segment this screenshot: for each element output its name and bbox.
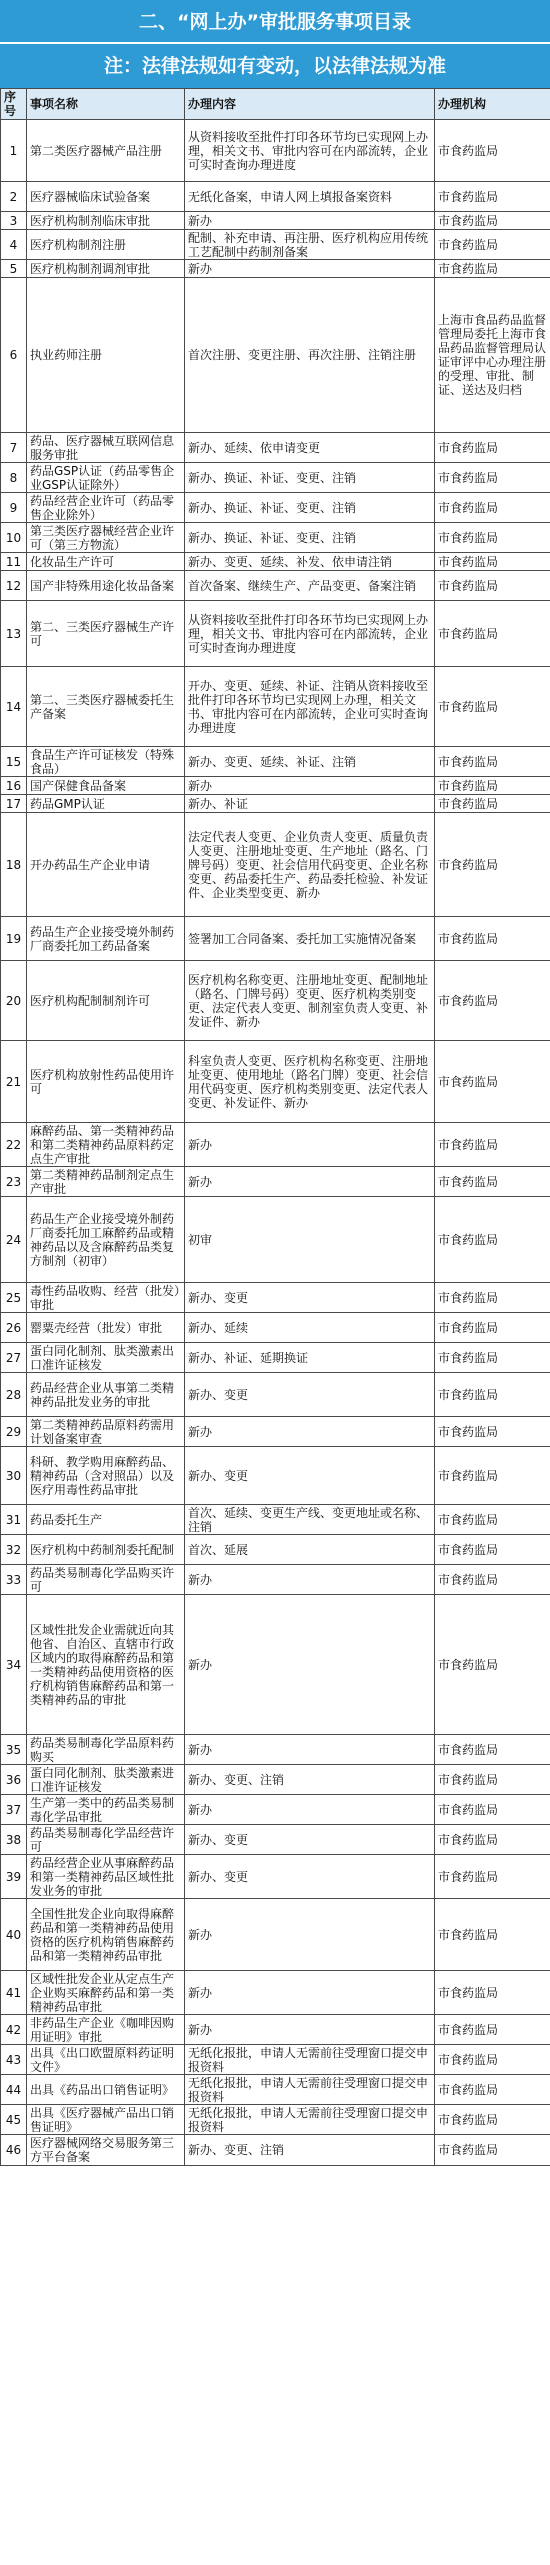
item-content: 法定代表人变更、企业负责人变更、质量负责人变更、注册地址变更、生产地址（路名、门牌号码）变更、社会信用代码变更、企业名称变更、药品委托生产、药品委托检验、补发证件、企业类型变更、新办 [185,813,435,917]
row-number: 36 [1,1765,27,1795]
item-name: 麻醉药品、第一类精神药品和第二类精神药品原料药定点生产审批 [27,1123,185,1167]
item-content: 新办 [185,777,435,795]
table-row [1,212,550,230]
row-number: 9 [1,493,27,523]
item-content: 从资料接收至批件打印各环节均已实现网上办理，相关文书、审批内容可在内部流转，企业可实时查询办理进度 [185,601,435,667]
table-row [1,1313,550,1343]
row-number: 35 [1,1735,27,1765]
table-row [1,523,550,553]
table-row [1,1535,550,1565]
item-content: 新办 [185,1899,435,1971]
item-content: 无纸化报批，申请人无需前往受理窗口提交申报资料 [185,2045,435,2075]
row-number: 1 [1,120,27,182]
row-number: 20 [1,961,27,1041]
item-agency: 市食药监局 [435,2045,550,2075]
item-content: 新办、变更 [185,1373,435,1417]
table-row [1,2045,550,2075]
table-row [1,278,550,433]
item-content: 新办、延续、依申请变更 [185,433,435,463]
item-content: 医疗机构名称变更、注册地址变更、配制地址（路名、门牌号码）变更、医疗机构类别变更、法定代表人变更、制剂室负责人变更、补发证件、新办 [185,961,435,1041]
row-number: 12 [1,571,27,601]
item-name: 全国性批发企业向取得麻醉药品和第一类精神药品使用资格的医疗机构销售麻醉药品和第一类精神药品审批 [27,1899,185,1971]
item-agency: 市食药监局 [435,1283,550,1313]
item-content: 新办 [185,1123,435,1167]
row-number: 10 [1,523,27,553]
item-name: 出具《医疗器械产品出口销售证明》 [27,2105,185,2135]
table-row [1,1855,550,1899]
item-name: 医疗机构制剂临床审批 [27,212,185,230]
item-name: 科研、教学购用麻醉药品、精神药品（含对照品）以及医疗用毒性药品审批 [27,1447,185,1505]
table-row [1,2075,550,2105]
table-row [1,1505,550,1535]
item-agency: 市食药监局 [435,777,550,795]
item-agency: 市食药监局 [435,523,550,553]
table-row [1,1795,550,1825]
item-content: 初审 [185,1197,435,1283]
row-number: 43 [1,2045,27,2075]
item-content: 新办、变更 [185,1855,435,1899]
table-row [1,553,550,571]
item-name: 毒性药品收购、经营（批发）审批 [27,1283,185,1313]
item-content: 配制、补充申请、再注册、医疗机构应用传统工艺配制中药制剂备案 [185,230,435,260]
item-content: 新办 [185,1167,435,1197]
item-content: 科室负责人变更、医疗机构名称变更、注册地址变更、使用地址（路名门牌）变更、社会信用代码变更、医疗机构类别变更、法定代表人变更、补发证件、新办 [185,1041,435,1123]
item-agency: 市食药监局 [435,2105,550,2135]
item-content: 无纸化备案，申请人网上填报备案资料 [185,182,435,212]
table-row [1,571,550,601]
item-agency: 市食药监局 [435,1123,550,1167]
item-name: 药品GMP认证 [27,795,185,813]
item-content: 新办 [185,1595,435,1735]
row-number: 27 [1,1343,27,1373]
item-content: 新办 [185,1795,435,1825]
item-content: 无纸化报批，申请人无需前往受理窗口提交申报资料 [185,2075,435,2105]
item-name: 出具《药品出口销售证明》 [27,2075,185,2105]
item-agency: 市食药监局 [435,2075,550,2105]
item-name: 药品委托生产 [27,1505,185,1535]
row-number: 25 [1,1283,27,1313]
item-content: 新办、换证、补证、变更、注销 [185,493,435,523]
item-name: 药品经营企业从事麻醉药品和第一类精神药品区域性批发业务的审批 [27,1855,185,1899]
table-row [1,1343,550,1373]
header-name: 事项名称 [27,89,185,120]
item-name: 区域性批发企业需就近向其他省、自治区、直辖市行政区域内的取得麻醉药品和第一类精神药品使用资格的医疗机构销售麻醉药品和第一类精神药品的审批 [27,1595,185,1735]
row-number: 39 [1,1855,27,1899]
item-agency: 市食药监局 [435,433,550,463]
item-name: 医疗机构制剂注册 [27,230,185,260]
table-row [1,1825,550,1855]
item-content: 首次、延展 [185,1535,435,1565]
item-agency: 市食药监局 [435,463,550,493]
item-content: 新办 [185,1971,435,2015]
row-number: 32 [1,1535,27,1565]
row-number: 29 [1,1417,27,1447]
item-agency: 市食药监局 [435,1373,550,1417]
row-number: 23 [1,1167,27,1197]
item-name: 药品类易制毒化学品经营许可 [27,1825,185,1855]
row-number: 37 [1,1795,27,1825]
item-agency: 市食药监局 [435,1417,550,1447]
item-name: 开办药品生产企业申请 [27,813,185,917]
table-row [1,1373,550,1417]
table-row [1,1765,550,1795]
item-content: 开办、变更、延续、补证、注销从资料接收至批件打印各环节均已实现网上办理，相关文书、审批内容可在内部流转，企业可实时查询办理进度 [185,667,435,747]
row-number: 46 [1,2135,27,2166]
table-row [1,1167,550,1197]
row-number: 31 [1,1505,27,1535]
item-content: 新办、变更、注销 [185,1765,435,1795]
item-name: 药品、医疗器械互联网信息服务审批 [27,433,185,463]
table-row [1,1565,550,1595]
table-row [1,182,550,212]
item-content: 首次备案、继续生产、产品变更、备案注销 [185,571,435,601]
item-agency: 市食药监局 [435,1535,550,1565]
table-row [1,2105,550,2135]
item-agency: 市食药监局 [435,795,550,813]
row-number: 11 [1,553,27,571]
item-content: 新办、变更 [185,1825,435,1855]
item-name: 出具《出口欧盟原料药证明文件》 [27,2045,185,2075]
item-name: 医疗机构制剂调剂审批 [27,260,185,278]
item-agency: 市食药监局 [435,1765,550,1795]
item-content: 新办 [185,2015,435,2045]
item-agency: 市食药监局 [435,2015,550,2045]
page-title: 二、“网上办”审批服务事项目录 [0,0,550,44]
item-content: 新办、变更、延续、补证、注销 [185,747,435,777]
item-agency: 市食药监局 [435,230,550,260]
item-name: 第二类精神药品原料药需用计划备案审查 [27,1417,185,1447]
item-name: 医疗器械临床试验备案 [27,182,185,212]
row-number: 2 [1,182,27,212]
row-number: 3 [1,212,27,230]
item-content: 新办、变更 [185,1447,435,1505]
row-number: 15 [1,747,27,777]
item-name: 医疗器械网络交易服务第三方平台备案 [27,2135,185,2166]
table-row [1,813,550,917]
table-row [1,1041,550,1123]
row-number: 22 [1,1123,27,1167]
item-content: 新办、变更、注销 [185,2135,435,2166]
item-content: 无纸化报批，申请人无需前往受理窗口提交申报资料 [185,2105,435,2135]
row-number: 41 [1,1971,27,2015]
row-number: 6 [1,278,27,433]
item-agency: 市食药监局 [435,1313,550,1343]
table-header-row [1,89,550,120]
item-agency: 市食药监局 [435,1167,550,1197]
row-number: 33 [1,1565,27,1595]
item-agency: 上海市食品药品监督管理局委托上海市食品药品监督管理局认证审评中心办理注册的受理、审批、制证、送达及归档 [435,278,550,433]
item-name: 第二类精神药品制剂定点生产审批 [27,1167,185,1197]
table-row [1,433,550,463]
item-content: 从资料接收至批件打印各环节均已实现网上办理，相关文书、审批内容可在内部流转，企业可实时查询办理进度 [185,120,435,182]
table-row [1,747,550,777]
table-row [1,120,550,182]
item-agency: 市食药监局 [435,1595,550,1735]
table-row [1,795,550,813]
item-content: 新办、补证、延期换证 [185,1343,435,1373]
item-content: 新办、变更 [185,1283,435,1313]
legal-note: 注：法律法规如有变动，以法律法规为准 [0,44,550,88]
item-content: 新办、延续 [185,1313,435,1343]
item-agency: 市食药监局 [435,1041,550,1123]
table-row [1,1447,550,1505]
item-name: 第二类医疗器械产品注册 [27,120,185,182]
item-name: 第二、三类医疗器械生产许可 [27,601,185,667]
item-name: 第三类医疗器械经营企业许可（第三方物流） [27,523,185,553]
table-row [1,1283,550,1313]
row-number: 38 [1,1825,27,1855]
item-agency: 市食药监局 [435,1825,550,1855]
row-number: 40 [1,1899,27,1971]
item-content: 新办 [185,212,435,230]
item-agency: 市食药监局 [435,747,550,777]
item-agency: 市食药监局 [435,1735,550,1765]
item-name: 非药品生产企业《咖啡因购用证明》审批 [27,2015,185,2045]
row-number: 34 [1,1595,27,1735]
item-name: 药品类易制毒化学品购买许可 [27,1565,185,1595]
item-name: 药品类易制毒化学品原料药购买 [27,1735,185,1765]
item-content: 新办 [185,1735,435,1765]
item-agency: 市食药监局 [435,120,550,182]
table-row [1,1735,550,1765]
item-agency: 市食药监局 [435,813,550,917]
row-number: 19 [1,917,27,961]
item-agency: 市食药监局 [435,553,550,571]
item-name: 国产保健食品备案 [27,777,185,795]
item-content: 新办、变更、延续、补发、依申请注销 [185,553,435,571]
item-content: 新办 [185,1417,435,1447]
table-row [1,2015,550,2045]
row-number: 16 [1,777,27,795]
item-content: 新办、补证 [185,795,435,813]
item-name: 食品生产许可证核发（特殊食品） [27,747,185,777]
table-row [1,667,550,747]
row-number: 8 [1,463,27,493]
item-name: 国产非特殊用途化妆品备案 [27,571,185,601]
row-number: 44 [1,2075,27,2105]
item-name: 药品生产企业接受境外制药厂商委托加工麻醉药品或精神药品以及含麻醉药品类复方制剂（初审） [27,1197,185,1283]
item-name: 生产第一类中的药品类易制毒化学品审批 [27,1795,185,1825]
item-name: 医疗机构中药制剂委托配制 [27,1535,185,1565]
item-agency: 市食药监局 [435,1971,550,2015]
item-agency: 市食药监局 [435,1855,550,1899]
item-agency: 市食药监局 [435,182,550,212]
row-number: 7 [1,433,27,463]
item-name: 药品经营企业许可（药品零售企业除外） [27,493,185,523]
item-name: 医疗机构放射性药品使用许可 [27,1041,185,1123]
item-name: 药品GSP认证（药品零售企业GSP认证除外） [27,463,185,493]
item-content: 首次、延续、变更生产线、变更地址或名称、注销 [185,1505,435,1535]
item-name: 区域性批发企业从定点生产企业购买麻醉药品和第一类精神药品审批 [27,1971,185,2015]
item-agency: 市食药监局 [435,1899,550,1971]
item-name: 药品生产企业接受境外制药厂商委托加工药品备案 [27,917,185,961]
row-number: 45 [1,2105,27,2135]
item-name: 罂粟壳经营（批发）审批 [27,1313,185,1343]
item-name: 执业药师注册 [27,278,185,433]
table-row [1,1899,550,1971]
item-agency: 市食药监局 [435,571,550,601]
item-name: 蛋白同化制剂、肽类激素出口准许证核发 [27,1343,185,1373]
table-body [1,120,550,2166]
row-number: 30 [1,1447,27,1505]
table-row [1,1971,550,2015]
table-row [1,601,550,667]
table-row [1,1417,550,1447]
item-name: 化妆品生产许可 [27,553,185,571]
item-name: 药品经营企业从事第二类精神药品批发业务的审批 [27,1373,185,1417]
item-agency: 市食药监局 [435,2135,550,2166]
item-name: 第二、三类医疗器械委托生产备案 [27,667,185,747]
item-content: 签署加工合同备案、委托加工实施情况备案 [185,917,435,961]
item-agency: 市食药监局 [435,1565,550,1595]
row-number: 18 [1,813,27,917]
header-content: 办理内容 [185,89,435,120]
table-row [1,230,550,260]
row-number: 21 [1,1041,27,1123]
item-agency: 市食药监局 [435,493,550,523]
table-row [1,1123,550,1167]
table-row [1,2135,550,2166]
table-row [1,493,550,523]
item-agency: 市食药监局 [435,1795,550,1825]
header-agency: 办理机构 [435,89,550,120]
row-number: 26 [1,1313,27,1343]
row-number: 13 [1,601,27,667]
row-number: 28 [1,1373,27,1417]
item-name: 医疗机构配制制剂许可 [27,961,185,1041]
item-content: 新办、换证、补证、变更、注销 [185,523,435,553]
row-number: 24 [1,1197,27,1283]
item-agency: 市食药监局 [435,961,550,1041]
item-agency: 市食药监局 [435,601,550,667]
table-row [1,777,550,795]
table-row [1,260,550,278]
table-row [1,463,550,493]
service-catalog-table [0,88,550,2166]
item-agency: 市食药监局 [435,1197,550,1283]
item-agency: 市食药监局 [435,212,550,230]
item-agency: 市食药监局 [435,260,550,278]
item-content: 新办 [185,260,435,278]
row-number: 5 [1,260,27,278]
item-content: 新办 [185,1565,435,1595]
item-name: 蛋白同化制剂、肽类激素进口准许证核发 [27,1765,185,1795]
item-agency: 市食药监局 [435,1343,550,1373]
item-agency: 市食药监局 [435,667,550,747]
item-content: 新办、换证、补证、变更、注销 [185,463,435,493]
table-row [1,961,550,1041]
table-row [1,1595,550,1735]
row-number: 4 [1,230,27,260]
item-agency: 市食药监局 [435,1505,550,1535]
item-agency: 市食药监局 [435,917,550,961]
table-row [1,1197,550,1283]
row-number: 42 [1,2015,27,2045]
item-content: 首次注册、变更注册、再次注册、注销注册 [185,278,435,433]
item-agency: 市食药监局 [435,1447,550,1505]
header-num: 序号 [1,89,27,120]
row-number: 14 [1,667,27,747]
row-number: 17 [1,795,27,813]
table-row [1,917,550,961]
